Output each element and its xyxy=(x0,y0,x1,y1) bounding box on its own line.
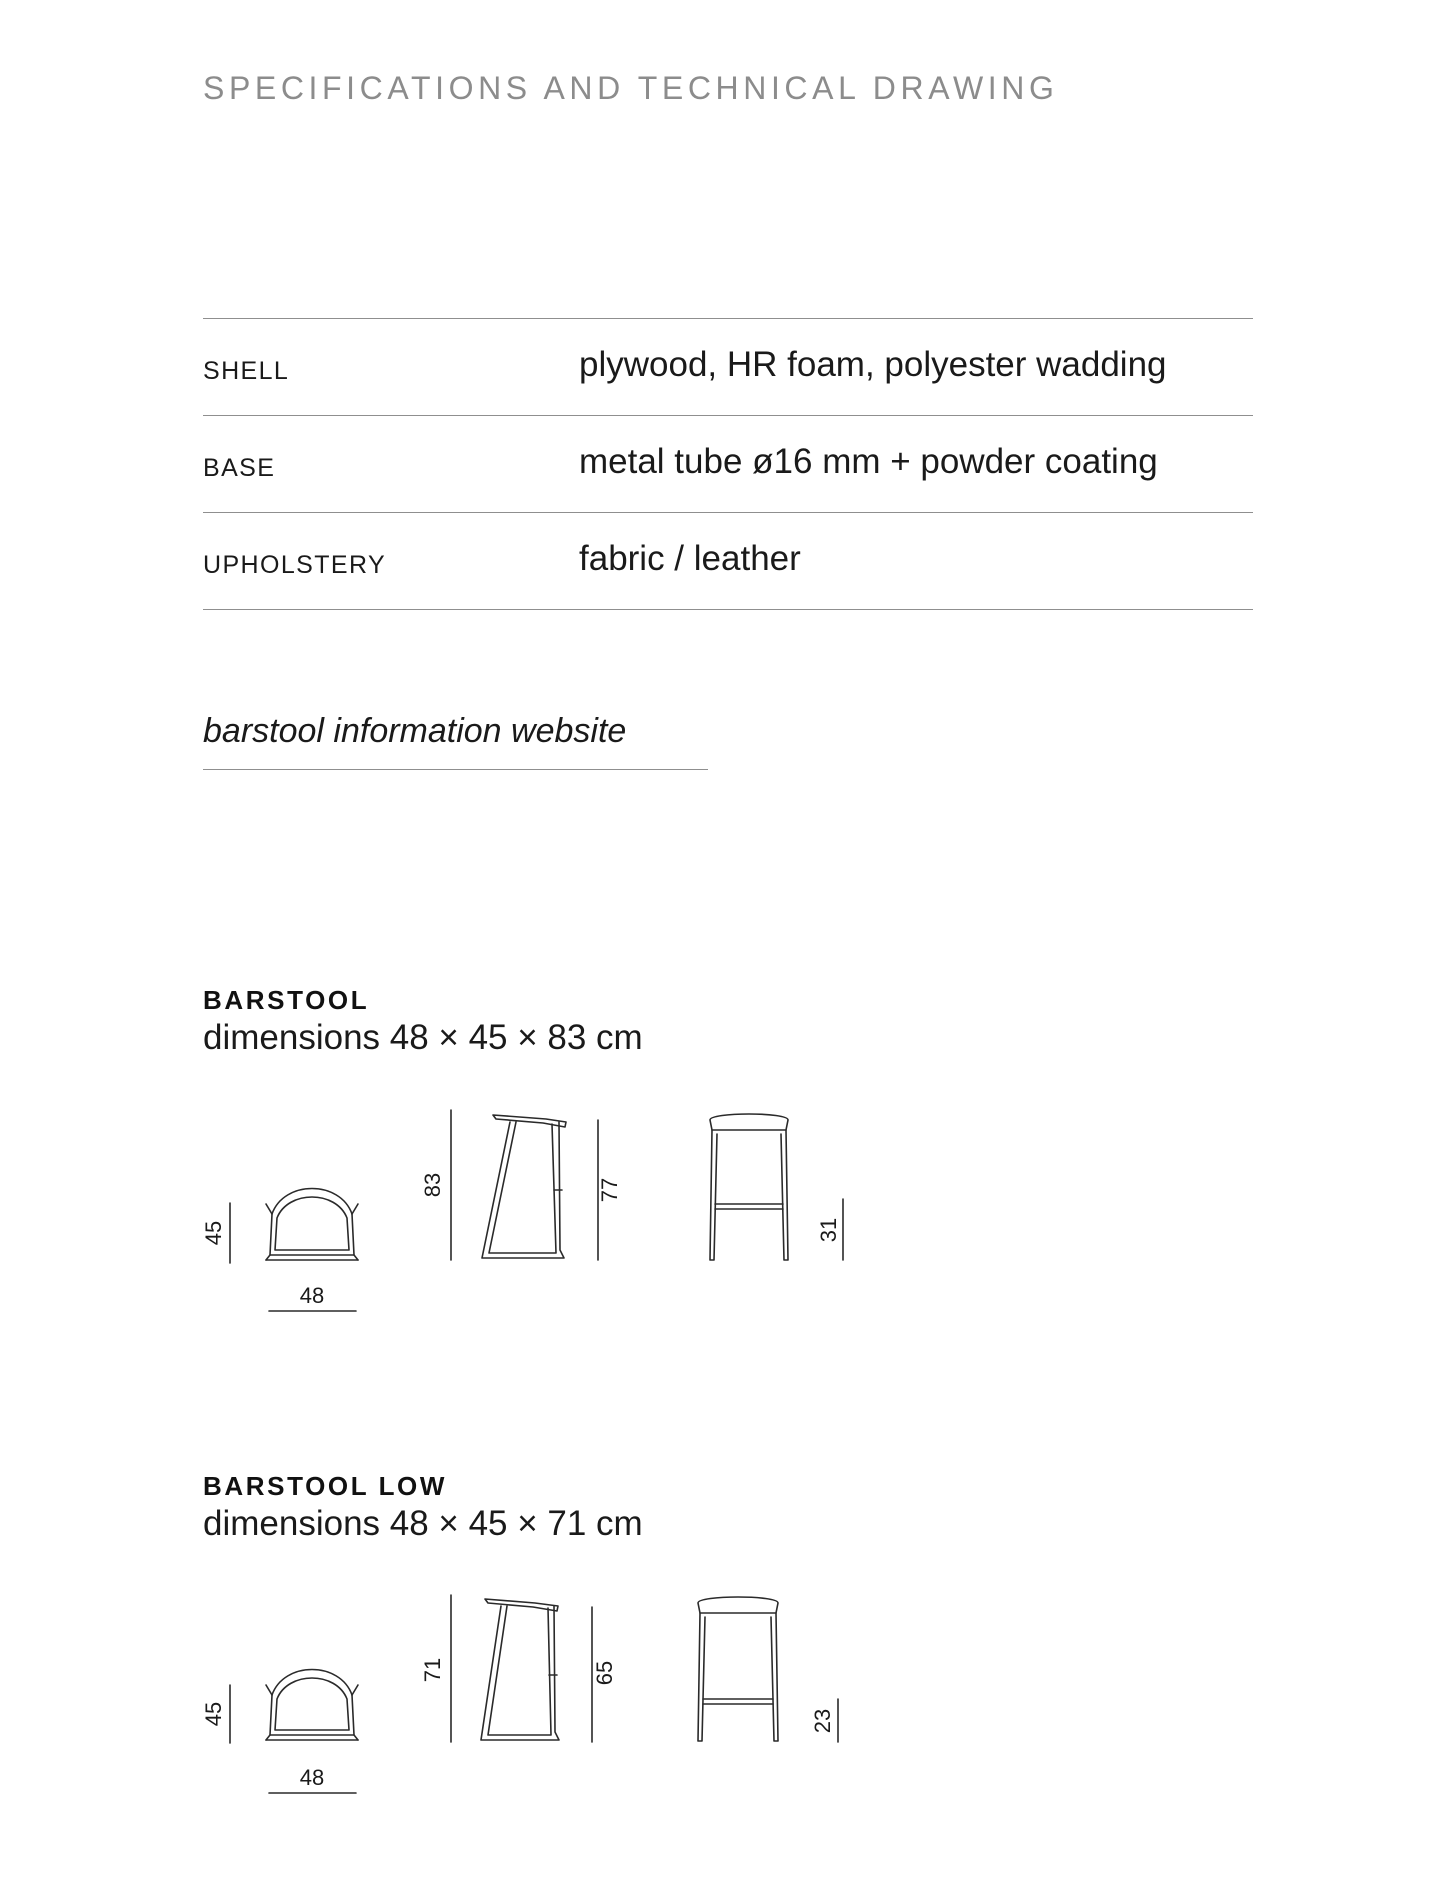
side-view-drawing xyxy=(451,1110,598,1260)
spec-row-base xyxy=(203,415,1253,512)
dimension-seat-height-label: 65 xyxy=(591,1660,617,1686)
dimension-width-label: 48 xyxy=(299,1765,325,1790)
side-view-drawing xyxy=(451,1595,592,1742)
technical-drawing-barstool xyxy=(190,1100,890,1325)
spec-row-upholstery xyxy=(203,512,1253,610)
dimension-footrest-height-label: 23 xyxy=(809,1708,835,1734)
dimension-depth-label: 45 xyxy=(200,1701,226,1727)
dimension-depth-label: 45 xyxy=(200,1220,226,1246)
top-view-drawing xyxy=(230,1189,358,1312)
spec-row-shell xyxy=(203,318,1253,415)
spec-label: UPHOLSTERY xyxy=(203,551,387,579)
spec-value: metal tube ø16 mm + powder coating xyxy=(579,442,1158,481)
product-dimensions-barstool-low: dimensions 48 × 45 × 71 cm xyxy=(203,1504,643,1543)
top-view-drawing xyxy=(230,1670,358,1794)
spec-value: fabric / leather xyxy=(579,539,801,578)
spec-value: plywood, HR foam, polyester wadding xyxy=(579,345,1167,384)
product-name-barstool: BARSTOOL xyxy=(203,985,370,1015)
technical-drawing-barstool-low xyxy=(190,1585,890,1810)
spec-label: BASE xyxy=(203,454,276,482)
dimension-seat-height-label: 77 xyxy=(596,1177,622,1203)
dimension-footrest-height-label: 31 xyxy=(815,1217,841,1243)
product-dimensions-barstool: dimensions 48 × 45 × 83 cm xyxy=(203,1018,643,1057)
spec-label: SHELL xyxy=(203,357,290,385)
product-name-barstool-low: BARSTOOL LOW xyxy=(203,1471,448,1501)
website-link[interactable]: barstool information website xyxy=(203,712,708,770)
dimension-width-label: 48 xyxy=(299,1283,325,1308)
dimension-total-height-label: 83 xyxy=(419,1172,445,1198)
dimension-total-height-label: 71 xyxy=(419,1657,445,1683)
spec-table xyxy=(203,318,1253,610)
page-title: SPECIFICATIONS AND TECHNICAL DRAWING xyxy=(203,70,1059,106)
